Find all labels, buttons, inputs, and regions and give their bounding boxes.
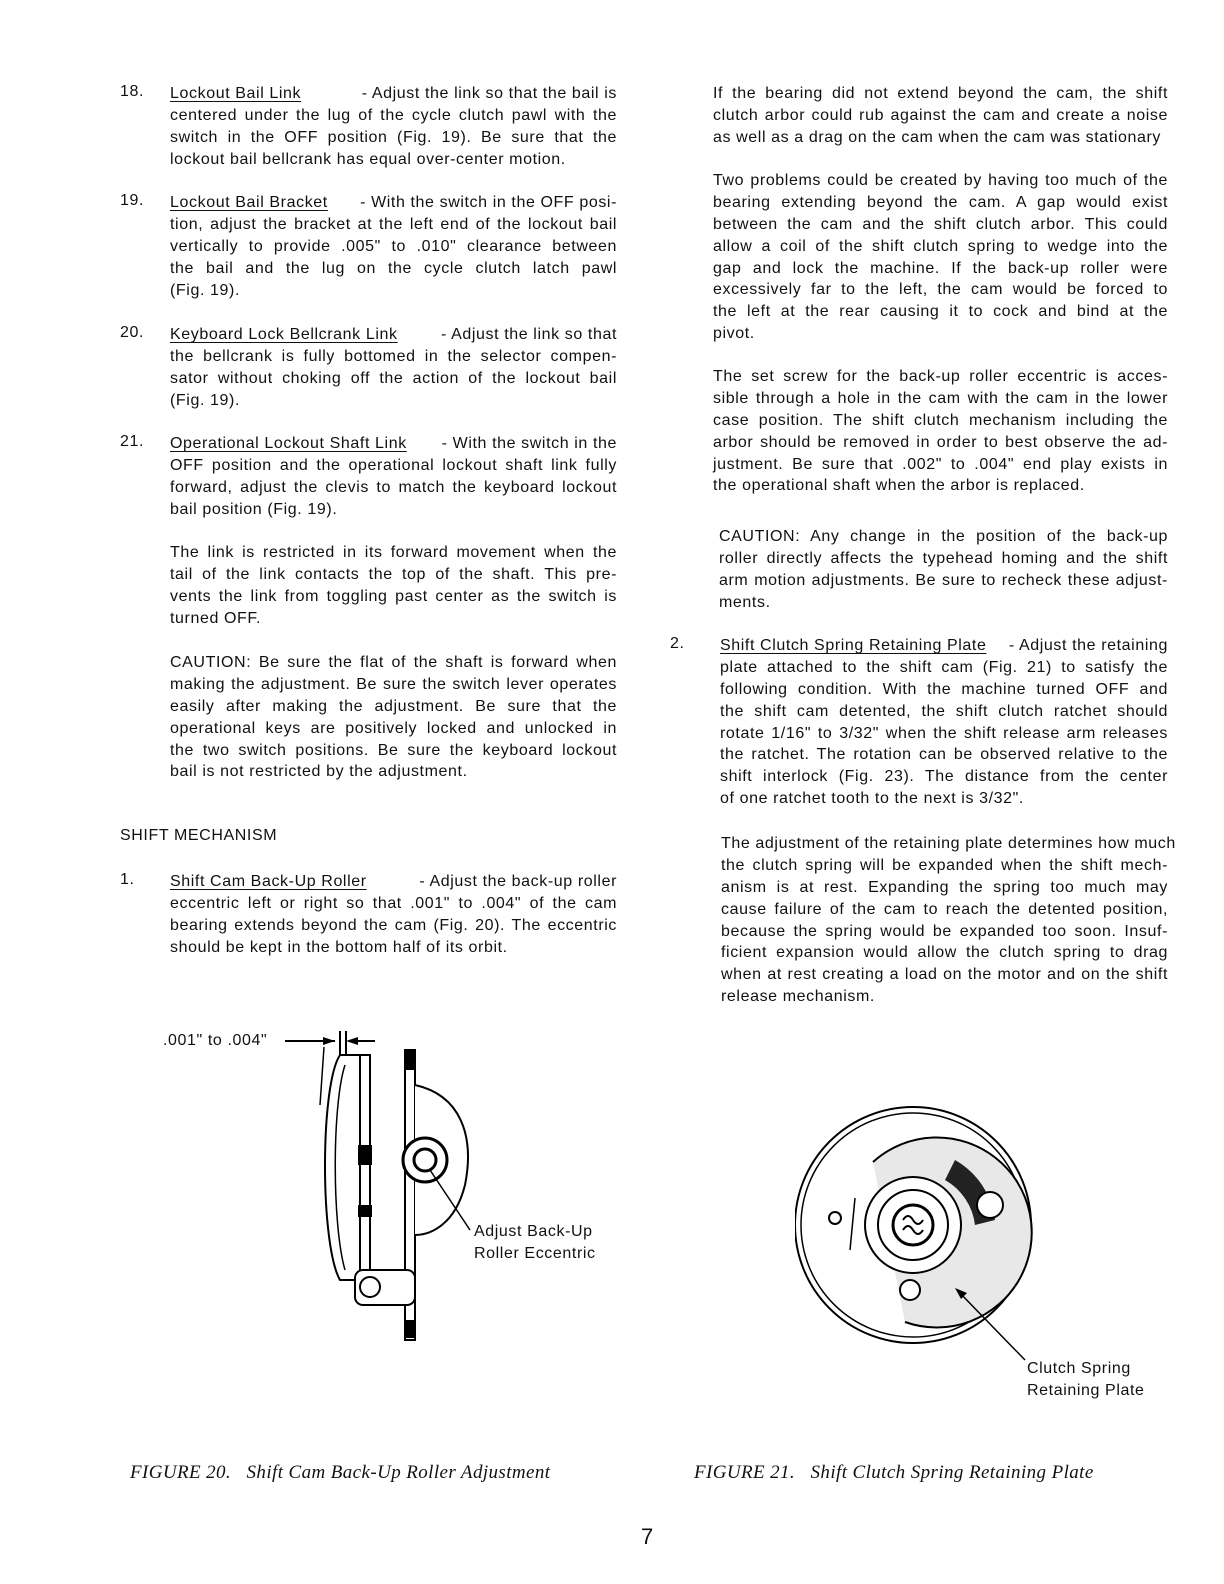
text-line: (Fig. 19). — [170, 391, 241, 409]
item-first-line — [170, 433, 617, 455]
text-line: arm motion adjustments. Be sure to recheck these adjust- — [719, 571, 1168, 589]
text-line: as well as a drag on the cam when the cam was stationary — [713, 128, 1162, 146]
paragraph — [713, 170, 1168, 345]
text-line: The link is restricted in its forward movement when the — [170, 544, 617, 561]
text-line: the ratchet. The rotation can be observed relative to the — [720, 746, 1168, 764]
text-line: because the spring would be expanded too soon. Insuf- — [721, 922, 1168, 940]
text-line: arbor should be removed in order to best observe the ad- — [713, 433, 1168, 451]
text-line: The adjustment of the retaining plate determines how much — [721, 835, 1176, 852]
text-line: should be kept in the bottom half of its orbit. — [170, 938, 508, 956]
text-line: bearing extending beyond the cam. A gap would exist — [713, 193, 1168, 211]
text-line: allow a coil of the shift clutch spring to wedge into the — [713, 237, 1168, 255]
text-line: forward, adjust the clevis to match the keyboard lockout — [170, 478, 617, 496]
text-line: following condition. With the machine turned OFF and — [720, 680, 1168, 698]
text-line: vertically to provide .005" to .010" clearance between — [170, 237, 617, 255]
text-line: tion, adjust the bracket at the left end of the lockout bail — [170, 215, 617, 233]
figure-21-callout-line1: Clutch Spring — [1027, 1360, 1131, 1377]
figure-20-drawing — [280, 1025, 480, 1345]
item-first-line — [170, 871, 617, 893]
text-line: justment. Be sure that .002" to .004" end play exists in — [713, 455, 1168, 473]
item-first-line — [170, 192, 617, 214]
item-intro: - With the switch in the — [436, 435, 617, 452]
text-line: bail is not restricted by the adjustment. — [170, 763, 468, 781]
text-line: If the bearing did not extend beyond the cam, the shift — [713, 85, 1168, 102]
text-line: the clutch spring will be expanded when the shift mech- — [721, 856, 1168, 874]
text-line: tail of the link contacts the top of the shaft. This pre- — [170, 565, 617, 583]
item-first-line — [170, 83, 617, 105]
text-line: the bellcrank is fully bottomed in the selector compen- — [170, 347, 617, 365]
adjustment-item — [170, 192, 617, 301]
item-intro: - With the switch in the OFF posi- — [355, 194, 617, 211]
figure-20-callout-line1: Adjust Back-Up — [474, 1223, 593, 1240]
item-first-line — [170, 324, 617, 346]
text-line: the operational shaft when the arbor is replaced. — [713, 477, 1085, 495]
text-line: sible through a hole in the cam with the cam in the lower — [713, 389, 1168, 407]
text-line: (Fig. 19). — [170, 281, 241, 299]
text-line: roller directly affects the typehead homing and the shift — [719, 549, 1168, 567]
figure-20-callout-line2: Roller Eccentric — [474, 1245, 596, 1262]
paragraph — [713, 83, 1168, 149]
text-line: the left at the rear causing it to cock and bind at the — [713, 303, 1168, 321]
text-line: bail position (Fig. 19). — [170, 500, 338, 518]
item-intro: - Adjust the back-up roller — [414, 873, 617, 890]
item-title: Keyboard Lock Bellcrank Link — [170, 326, 398, 343]
section-heading: SHIFT MECHANISM — [120, 827, 278, 844]
paragraph — [170, 652, 617, 783]
text-line: shift interlock (Fig. 23). The distance from the center — [720, 768, 1168, 786]
text-line: easily after making the adjustment. Be sure that the — [170, 697, 617, 715]
item-title: Shift Cam Back-Up Roller — [170, 873, 367, 890]
item-number: 2. — [670, 635, 685, 652]
item-number: 1. — [120, 871, 135, 888]
text-line: when at rest creating a load on the motor and on the shift — [721, 966, 1168, 984]
text-line: the shift cam detented, the shift clutch ratchet should — [720, 702, 1168, 720]
item-intro: - Adjust the link so that — [435, 326, 617, 343]
adjustment-item — [720, 635, 1168, 810]
text-line: cause failure of the cam to reach the detented position, — [721, 900, 1168, 918]
text-line: eccentric left or right so that .001" to .004" of the cam — [170, 894, 617, 912]
text-line: OFF position and the operational lockout shaft link fully — [170, 456, 617, 474]
adjustment-item — [170, 871, 617, 959]
text-line: Two problems could be created by having too much of the — [713, 172, 1168, 189]
text-line: CAUTION: Any change in the position of the back-up — [719, 528, 1168, 545]
text-line: of one ratchet tooth to the next is 3/32". — [720, 790, 1024, 808]
text-line: pivot. — [713, 325, 755, 343]
item-number: 21. — [120, 433, 145, 450]
text-line: the bail and the lug on the cycle clutch latch pawl — [170, 259, 617, 277]
item-intro: - Adjust the retaining — [1003, 637, 1168, 654]
figure-20-dimension-label: .001" to .004" — [163, 1032, 268, 1049]
text-line: lockout bail bellcrank has equal over-center motion. — [170, 150, 566, 168]
text-line: making the adjustment. Be sure the switch lever operates — [170, 675, 617, 693]
text-line: ficient expansion would allow the clutch spring to drag — [721, 944, 1168, 962]
item-title: Shift Clutch Spring Retaining Plate — [720, 637, 987, 654]
figure-21-drawing — [795, 1100, 1045, 1370]
item-intro: - Adjust the link so that the bail is — [356, 85, 617, 102]
adjustment-item — [170, 83, 617, 171]
adjustment-item — [170, 433, 617, 521]
text-line: CAUTION: Be sure the flat of the shaft is forward when — [170, 654, 617, 671]
text-line: gap and lock the machine. If the back-up roller were — [713, 259, 1168, 277]
text-line: the two switch positions. Be sure the keyboard lockout — [170, 741, 617, 759]
text-line: centered under the lug of the cycle clutch pawl with the — [170, 106, 617, 124]
item-title: Operational Lockout Shaft Link — [170, 435, 407, 452]
adjustment-item — [170, 324, 617, 412]
figure-21-caption: FIGURE 21. Shift Clutch Spring Retaining Plate — [694, 1462, 1094, 1483]
text-line: release mechanism. — [721, 988, 875, 1006]
paragraph — [713, 366, 1168, 497]
figure-20-caption: FIGURE 20. Shift Cam Back-Up Roller Adjustment — [130, 1462, 551, 1483]
item-title: Lockout Bail Bracket — [170, 194, 328, 211]
text-line: between the cam and the shift clutch arbor. This could — [713, 215, 1168, 233]
item-number: 19. — [120, 192, 145, 209]
item-number: 20. — [120, 324, 145, 341]
paragraph — [721, 833, 1176, 1008]
text-line: sator without choking off the action of the lockout bail — [170, 369, 617, 387]
text-line: case position. The shift clutch mechanism including the — [713, 411, 1168, 429]
text-line: ments. — [719, 593, 771, 611]
text-line: The set screw for the back-up roller eccentric is acces- — [713, 368, 1168, 385]
text-line: plate attached to the shift cam (Fig. 21) to satisfy the — [720, 658, 1168, 676]
text-line: anism is at rest. Expanding the spring too much may — [721, 878, 1168, 896]
paragraph — [719, 526, 1168, 614]
text-line: switch in the OFF position (Fig. 19). Be sure that the — [170, 128, 617, 146]
text-line: vents the link from toggling past center as the switch is — [170, 587, 617, 605]
text-line: bearing extends beyond the cam (Fig. 20). The eccentric — [170, 916, 617, 934]
text-line: clutch arbor could rub against the cam and create a noise — [713, 106, 1168, 124]
page-number: 7 — [641, 1524, 654, 1549]
item-number: 18. — [120, 83, 145, 100]
text-line: excessively far to the left, the cam would be forced to — [713, 281, 1168, 299]
text-line: rotate 1/16" to 3/32" when the shift release arm releases — [720, 724, 1168, 742]
figure-21-callout-line2: Retaining Plate — [1027, 1382, 1145, 1399]
text-line: operational keys are positively locked and unlocked in — [170, 719, 617, 737]
item-title: Lockout Bail Link — [170, 85, 302, 102]
item-first-line — [720, 635, 1168, 657]
text-line: turned OFF. — [170, 609, 262, 627]
paragraph — [170, 542, 617, 630]
